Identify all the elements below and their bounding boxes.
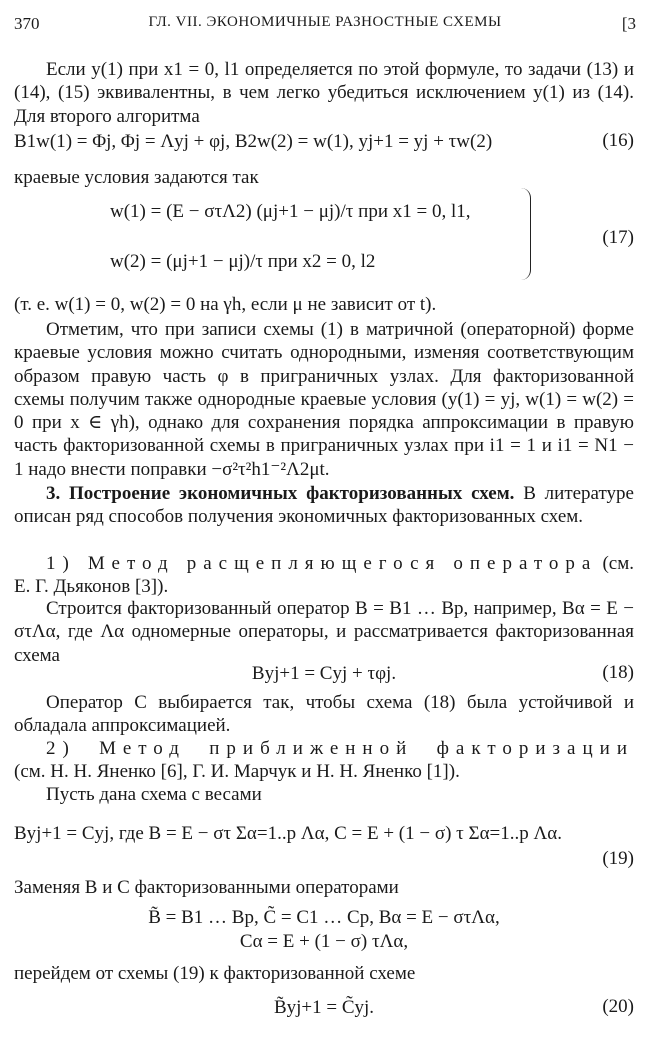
equation-18: Byj+1 = Cyj + τφj. (251, 663, 397, 684)
equation-19: Byj+1 = Cyj, где B = E − στ Σα=1..p Λα, C = E + (1 − σ) τ Σα=1..p Λα. (14, 823, 562, 844)
method-1-ref: (см. Е. Г. Дьяконов [3]). (14, 553, 634, 598)
equation-20-number: (20) (602, 996, 634, 1017)
paragraph-8: Оператор C выбирается так, чтобы схема (18) была устойчивой и обладала аппроксимацией. (14, 692, 634, 737)
right-brace (520, 188, 531, 280)
equation-16-number: (16) (602, 130, 634, 151)
running-header (14, 8, 636, 38)
equation-17-number: (17) (602, 227, 634, 248)
equation-20b: Cα = E + (1 − σ) τΛα, (239, 931, 409, 952)
paragraph-1: Если y(1) при x1 = 0, l1 определяется по этой формуле, то задачи (13) и (14), (15) эквивалентны, в чем легко убедиться исключением y(1) из (14). Для второго алгоритма (14, 59, 634, 127)
paragraph-12: перейдем от схемы (19) к факторизованной схеме (14, 963, 416, 984)
equation-19-number: (19) (602, 848, 634, 869)
equation-17a: w(1) = (E − στΛ2) (μj+1 − μj)/τ при x1 = 0, l1, (110, 201, 471, 222)
paragraph-9 (14, 737, 634, 784)
running-title: ГЛ. VII. ЭКОНОМИЧНЫЕ РАЗНОСТНЫЕ СХЕМЫ (148, 14, 502, 30)
paragraph-6 (14, 552, 634, 599)
paragraph-3: (т. е. w(1) = 0, w(2) = 0 на γh, если μ не зависит от t). (14, 294, 437, 315)
paragraph-4: Отметим, что при записи схемы (1) в матричной (операторной) форме краевые условия можно считать однородными, изменяя соответствующим образом правую часть φ в приграничных узлах. Для факторизованной схемы получим также однородные краевые условия (y(1) = yj, w(1) = w(2) = 0 при x ∈ γh), однако для сохранения порядка аппроксимации в правую часть факторизованной схемы в приграничных узлах при i1 = 1 и i1 = N1 − 1 надо внести поправки −σ²τ²h1⁻²Λ2μt. (14, 319, 634, 480)
equation-17b: w(2) = (μj+1 − μj)/τ при x2 = 0, l2 (110, 251, 376, 272)
method-2-title: 2) Метод приближенной факторизации (46, 738, 634, 759)
equation-20a: B̃ = B1 … Bp, C̃ = C1 … Cp, Bα = E − στΛα, (148, 907, 500, 928)
section-intro: В литературе описан ряд способов получения экономичных факторизованных схем. (14, 483, 634, 528)
method-1-title: 1) Метод расщепляющегося оператора (46, 553, 598, 574)
paragraph-10: Пусть дана схема с весами (46, 784, 262, 805)
paragraph-5 (14, 482, 634, 529)
paragraph-7: Строится факторизованный оператор B = B1 … Bp, например, Bα = E − στΛα, где Λα одномерные операторы, и рассматривается факторизованная схема (14, 598, 634, 666)
equation-16-body: B1w(1) = Φj, Φj = Λyj + φj, B2w(2) = w(1), yj+1 = yj + τw(2) (14, 131, 493, 152)
paragraph-11: Заменяя B и C факторизованными операторами (14, 877, 399, 898)
equation-16 (14, 130, 634, 153)
paragraph-2: краевые условия задаются так (14, 167, 259, 188)
section-title: 3. Построение экономичных факторизованных схем. (46, 483, 515, 504)
section-mark: [3 (621, 14, 636, 33)
page-number: 370 (14, 14, 40, 33)
equation-18-number: (18) (602, 662, 634, 683)
method-2-ref: (см. Н. Н. Яненко [6], Г. И. Марчук и Н. Н. Яненко [1]). (14, 761, 460, 783)
equation-20: B̃yj+1 = C̃yj. (273, 997, 375, 1018)
